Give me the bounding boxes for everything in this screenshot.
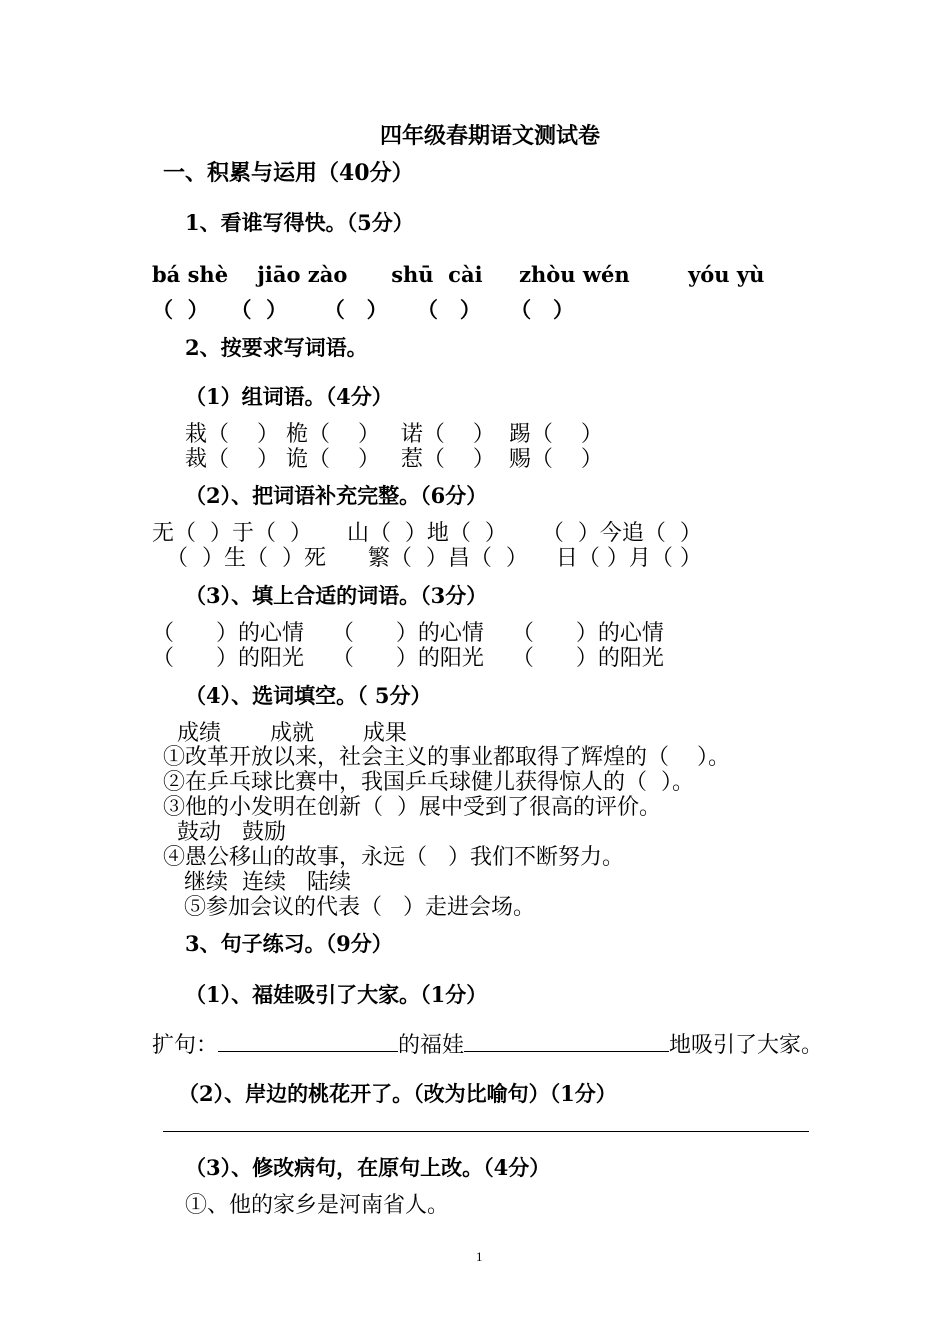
fill-sentence-3: ③他的小发明在创新（ ）展中受到了很高的评价。 — [163, 795, 661, 820]
expand-sentence-middle: 的福娃 — [398, 1033, 465, 1058]
page-number: 1 — [476, 1249, 483, 1264]
question-2-heading: 2、按要求写词语。 — [185, 335, 368, 360]
pinyin-answer-blanks: （ ） （ ） （ ） （ ） （ ） — [152, 297, 575, 322]
answer-blank-1[interactable] — [218, 1033, 398, 1052]
q2-part1-row1: 栽（ ） 桅（ ） 诺（ ） 踢（ ） — [185, 422, 603, 447]
expand-sentence-suffix: 地吸引了大家。 — [669, 1033, 824, 1058]
word-choices-2: 鼓动 鼓励 — [177, 820, 286, 845]
q3-part2-heading: （2）、岸边的桃花开了。（改为比喻句）（1分） — [178, 1081, 617, 1106]
q2-part2-row2: （ ）生（ ）死 繁（ ）昌（ ） 日（ ）月（ ） — [152, 546, 702, 571]
fill-sentence-1: ①改革开放以来，社会主义的事业都取得了辉煌的（ ）。 — [163, 745, 730, 770]
q2-part3-row2: （ ）的阳光 （ ）的阳光 （ ）的阳光 — [152, 646, 664, 671]
q2-part3-row1: （ ）的心情 （ ）的心情 （ ）的心情 — [152, 621, 664, 646]
answer-line[interactable] — [163, 1131, 809, 1132]
fill-sentence-2: ②在乒乓球比赛中，我国乒乓球健儿获得惊人的（ ）。 — [163, 770, 694, 795]
q3-part3-heading: （3）、修改病句，在原句上改。（4分） — [185, 1155, 551, 1180]
q2-part4-heading: （4）、选词填空。（ 5分） — [185, 683, 432, 708]
q3-part1-heading: （1）、福娃吸引了大家。（1分） — [185, 982, 488, 1007]
word-choices-3: 继续 连续 陆续 — [184, 870, 351, 895]
q2-part2-heading: （2）、把词语补充完整。（6分） — [185, 483, 488, 508]
question-1-heading: 1、看谁写得快。（5分） — [185, 210, 414, 235]
fill-sentence-4: ④愚公移山的故事，永远（ ）我们不断努力。 — [163, 845, 624, 870]
q2-part1-row2: 裁（ ） 诡（ ） 惹（ ） 赐（ ） — [185, 447, 603, 472]
q2-part3-heading: （3）、填上合适的词语。（3分） — [185, 583, 488, 608]
correction-sentence-1: ①、他的家乡是河南省人。 — [185, 1193, 450, 1218]
fill-sentence-5: ⑤参加会议的代表（ ）走进会场。 — [184, 895, 535, 920]
page-title: 四年级春期语文测试卷 — [380, 123, 601, 149]
question-3-heading: 3、句子练习。（9分） — [185, 931, 393, 956]
q2-part2-row1: 无（ ）于（ ） 山（ ）地（ ） （ ）今追（ ） — [152, 521, 702, 546]
q2-part1-heading: （1）组词语。（4分） — [185, 384, 393, 409]
section-heading: 一、积累与运用（40分） — [163, 160, 414, 186]
expand-sentence-line — [152, 1033, 823, 1057]
answer-blank-2[interactable] — [464, 1033, 669, 1052]
expand-sentence-prefix: 扩句： — [152, 1033, 219, 1058]
word-choices-1: 成绩 成就 成果 — [177, 721, 407, 746]
pinyin-row: bá shè jiāo zào shū cài zhòu wén yóu yù — [152, 262, 765, 287]
